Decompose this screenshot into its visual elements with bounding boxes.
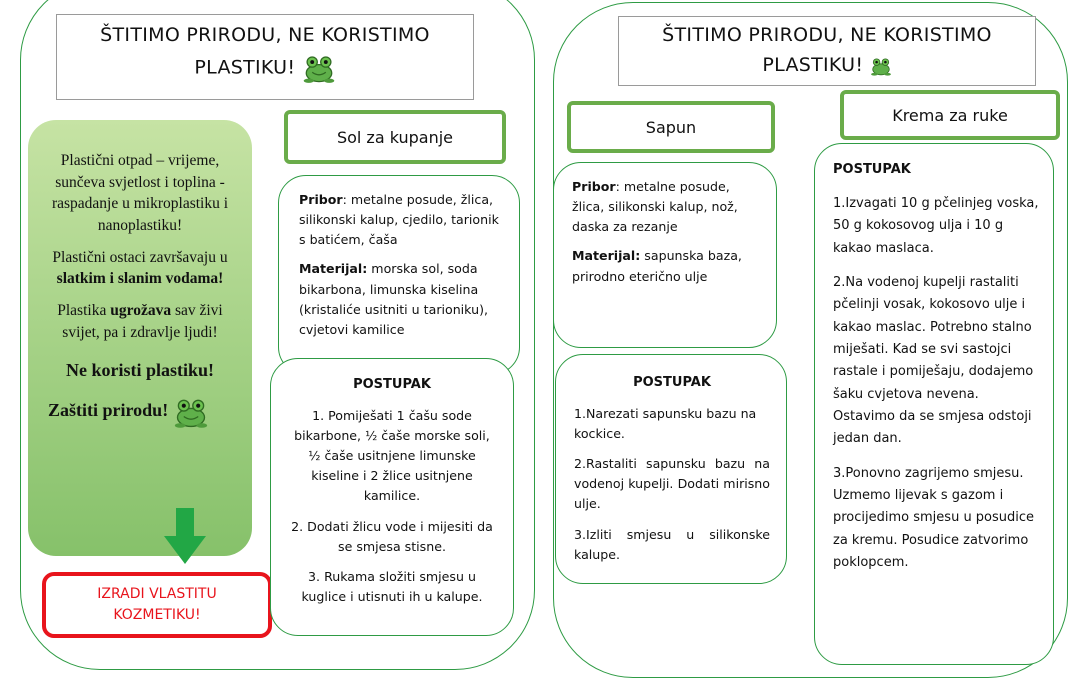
right-title-line2-row: [619, 50, 1035, 80]
soap-materials-text: sapunska baza, prirodno eterično ulje: [572, 248, 742, 284]
awareness-text-2a: Plastični ostaci završavaju u: [52, 248, 228, 266]
plastic-awareness-panel: [28, 120, 252, 556]
soap-materials: [572, 246, 762, 286]
soap-heading: [567, 101, 775, 153]
hand-cream-procedure-box: [814, 143, 1054, 665]
soap-heading-text: Sapun: [645, 117, 697, 137]
left-title-box: [56, 14, 474, 100]
bath-salt-materials-text: morska sol, soda bikarbona, limunska kiselina (kristaliće usitniti u tarioniku), cvjetovi kamilice: [299, 261, 488, 337]
awareness-text-2b: slatkim i slanim vodama!: [56, 270, 224, 288]
frog-icon: [173, 393, 209, 431]
soap-materials-box: [553, 162, 777, 348]
bath-salt-step: 3. Rukama složiti smjesu u kuglice i utisnuti ih u kalupe.: [301, 568, 483, 604]
hand-cream-step: 2.Na vodenoj kupelji rastaliti pčelinji vosak, kokosovo ulje i kakao maslac. Potrebno stalno miješati. Kad se svi sastojci rastale i pomiješaju, dodajemo šaku cvjetova nevena. Ostavimo da se smjesa odstoji jedan dan.: [833, 274, 1034, 447]
bath-salt-heading: [284, 110, 506, 164]
left-title-line2: PLASTIKU!: [194, 56, 296, 79]
bath-salt-procedure-box: [270, 358, 514, 636]
left-title-line1: ŠTITIMO PRIRODU, NE KORISTIMO: [100, 24, 430, 46]
awareness-text-3: [42, 300, 238, 343]
soap-step: 2.Rastaliti sapunsku bazu na vodenoj kupelji. Dodati mirisno ulje.: [574, 456, 770, 512]
awareness-slogan-2: Zaštiti prirodu!: [48, 399, 169, 420]
left-title-line2-row: [57, 51, 473, 85]
soap-step: 3.Izliti smjesu u silikonske kalupe.: [574, 526, 770, 562]
make-your-own-cosmetics-text: IZRADI VLASTITU KOZMETIKU!: [97, 586, 217, 623]
right-title-line1: ŠTITIMO PRIRODU, NE KORISTIMO: [662, 24, 992, 46]
down-arrow-icon: [164, 508, 206, 564]
right-title-line2: PLASTIKU!: [762, 54, 864, 77]
bath-salt-tools-label: Pribor: [299, 192, 343, 207]
awareness-text-2: [42, 247, 238, 290]
hand-cream-step: 1.Izvagati 10 g pčelinjeg voska, 50 g kokosovog ulja i 10 g kakao maslaca.: [833, 195, 1039, 256]
bath-salt-step: 1. Pomiješati 1 čašu sode bikarbone, ½ čaše morske soli, ½ čaše usitnjene limunske kiseline i 2 žlice usitnjene kamilice.: [294, 407, 490, 504]
make-your-own-cosmetics-box: [42, 572, 272, 638]
bath-salt-materials-box: [278, 175, 520, 375]
hand-cream-procedure-title: POSTUPAK: [833, 162, 911, 177]
soap-procedure-title: POSTUPAK: [633, 375, 711, 390]
bath-salt-procedure-title: POSTUPAK: [353, 377, 431, 392]
bath-salt-step: 2. Dodati žlicu vode i mijesiti da se smjesa stisne.: [291, 518, 493, 554]
hand-cream-step: 3.Ponovno zagrijemo smjesu. Uzmemo lijevak s gazom i procijedimo smjesu u posudice za kremu. Posudice zatvorimo poklopcem.: [833, 465, 1035, 571]
awareness-text-3b: ugrožava: [110, 302, 172, 320]
soap-step: 1.Narezati sapunsku bazu na kockice.: [574, 405, 757, 441]
bath-salt-heading-text: Sol za kupanje: [336, 127, 454, 147]
hand-cream-heading-text: Krema za ruke: [892, 105, 1008, 125]
bath-salt-materials-label: Materijal:: [299, 261, 368, 277]
awareness-text-1: Plastični otpad – vrijeme, sunčeva svjetlost i toplina - raspadanje u mikroplastiku i nanoplastiku!: [51, 152, 229, 235]
awareness-slogan-1: Ne koristi plastiku!: [65, 359, 215, 380]
soap-procedure-box: [555, 354, 787, 584]
awareness-text-3c: sav živi svijet, pa i zdravlje ljudi!: [62, 302, 223, 341]
soap-tools: [572, 177, 762, 237]
soap-tools-label: Pribor: [572, 179, 616, 194]
bath-salt-tools-text: : metalne posude, žlica, silikonski kalup, cjedilo, tarionik s batićem, čaša: [299, 192, 499, 248]
soap-materials-label: Materijal:: [572, 248, 641, 264]
soap-tools-text: : metalne posude, žlica, silikonski kalup, nož, daska za rezanje: [572, 179, 738, 235]
awareness-slogan-row: [42, 393, 238, 431]
bath-salt-tools: [299, 190, 505, 250]
frog-icon: [870, 55, 892, 77]
bath-salt-materials: [299, 259, 505, 340]
hand-cream-heading: [840, 90, 1060, 140]
right-title-box: [618, 16, 1036, 86]
frog-icon: [302, 51, 336, 85]
awareness-text-3a: Plastika: [57, 302, 111, 320]
